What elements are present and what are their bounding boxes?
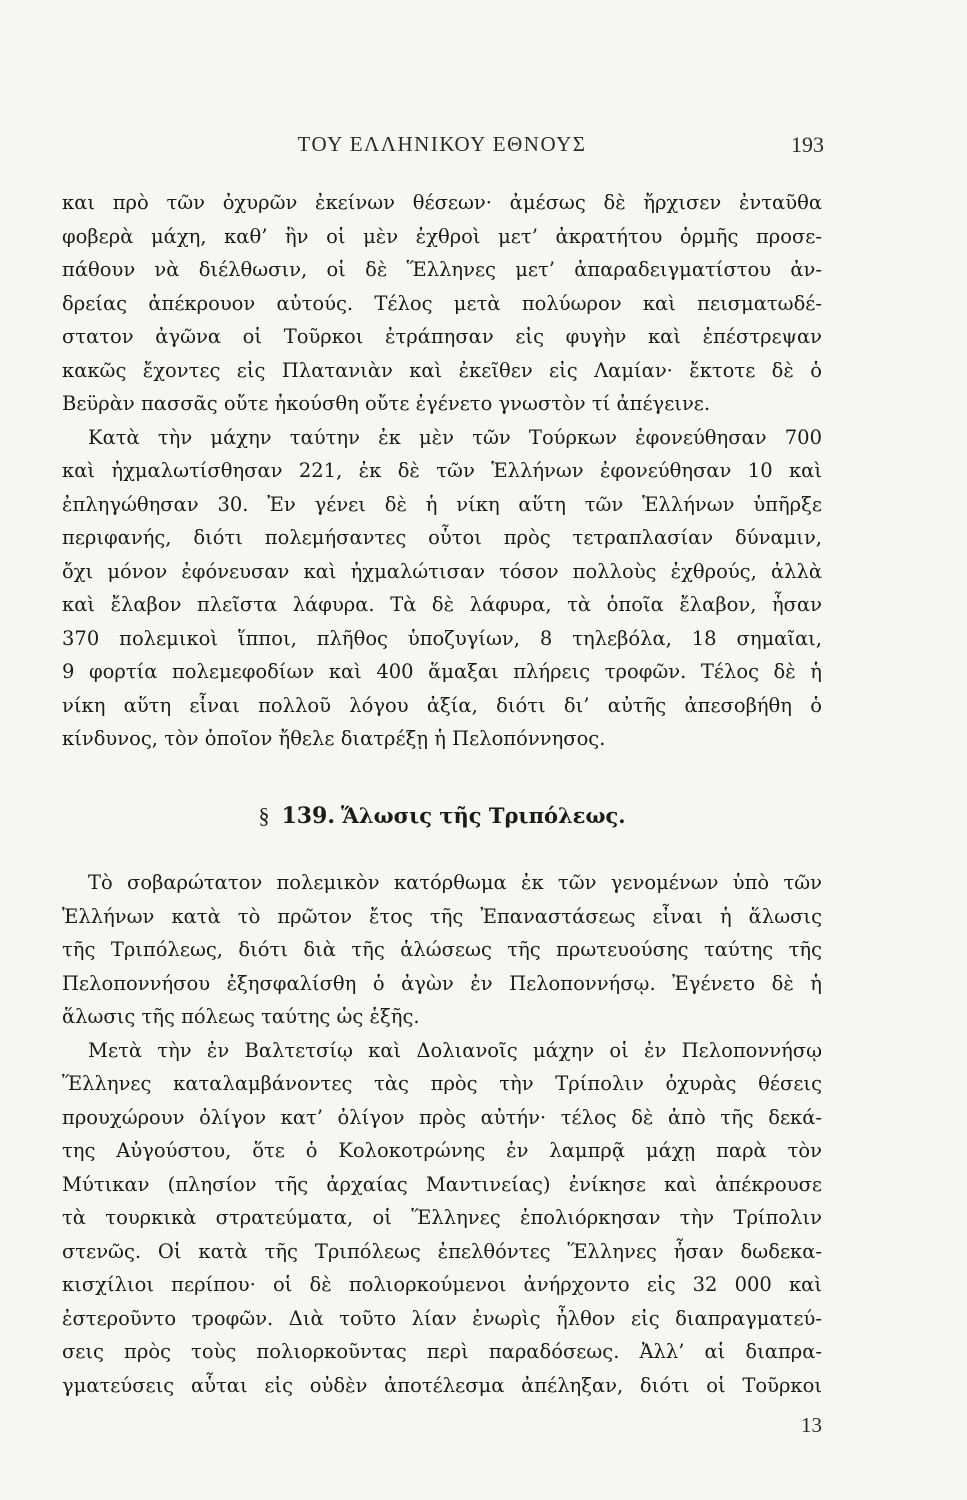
text-line: πάθουν νὰ διέλθωσιν, οἱ δὲ Ἕλληνες μετ’ ἀπαραδειγματίστου ἀν-	[62, 258, 822, 281]
text-line: κακῶς ἔχοντες εἰς Πλατανιὰν καὶ ἐκεῖθεν εἰς Λαμίαν· ἔκτοτε δὲ ὁ	[62, 358, 822, 382]
section-mark: §	[258, 803, 270, 828]
section-title: Ἅλωσις τῆς Τριπόλεως.	[341, 803, 626, 828]
page-number: 193	[791, 132, 824, 157]
text-line: τῆς Τριπόλεως, διότι διὰ τῆς ἁλώσεως τῆς πρωτευούσης ταύτης τῆς	[62, 938, 822, 961]
text-line: Ἕλληνες καταλαμβάνοντες τὰς πρὸς τὴν Τρίπολιν ὀχυρὰς θέσεις	[62, 1072, 822, 1095]
text-line: γματεύσεις αὗται εἰς οὐδὲν ἀποτέλεσμα ἀπέληξαν, διότι οἱ Τοῦρκοι	[62, 1373, 822, 1397]
section-number: 139.	[281, 803, 336, 829]
text-line: 370 πολεμικοὶ ἵπποι, πλῆθος ὑποζυγίων, 8 τηλεβόλα, 18 σημαῖαι,	[62, 626, 822, 650]
text-line: της Αὐγούστου, ὅτε ὁ Κολοκοτρώνης ἐν λαμπρᾷ μάχῃ παρὰ τὸν	[62, 1139, 822, 1162]
text-line: φοβερὰ μάχη, καθ’ ἣν οἱ μὲν ἐχθροὶ μετ’ ἀκρατήτου ὁρμῆς προσε-	[62, 224, 822, 248]
running-head	[62, 128, 822, 164]
text-line: τὰ τουρκικὰ στρατεύματα, οἱ Ἕλληνες ἐπολιόρκησαν τὴν Τρίπολιν	[62, 1206, 822, 1229]
text-line: κισχίλιοι περίπου· οἱ δὲ πολιορκούμενοι ἀνήρχοντο εἰς 32 000 καὶ	[62, 1273, 822, 1296]
text-line: καὶ ἔλαβον πλεῖστα λάφυρα. Τὰ δὲ λάφυρα, τὰ ὁποῖα ἔλαβον, ἦσαν	[62, 593, 822, 616]
signature-mark: 13	[801, 1413, 822, 1437]
text-line: στενῶς. Οἱ κατὰ τῆς Τριπόλεως ἐπελθόντες Ἕλληνες ἦσαν δωδεκα-	[62, 1239, 822, 1263]
text-line: νίκη αὕτη εἶναι πολλοῦ λόγου ἀξία, διότι δι’ αὐτῆς ἀπεσοβήθη ὁ	[62, 693, 822, 717]
text-line: Τὸ σοβαρώτατον πολεμικὸν κατόρθωμα ἐκ τῶν γενομένων ὑπὸ τῶν	[88, 871, 822, 894]
text-line: Μετὰ τὴν ἐν Βαλτετσίῳ καὶ Δολιανοῖς μάχην οἱ ἐν Πελοποννήσῳ	[88, 1038, 822, 1062]
running-title: ΤΟΥ ΕΛΛΗΝΙΚΟΥ ΕΘΝΟΥΣ	[297, 132, 587, 156]
paragraph-block-bottom	[62, 866, 822, 1402]
text-line: ὄχι μόνον ἐφόνευσαν καὶ ἠχμαλώτισαν τόσον πολλοὺς ἐχθρούς, ἀλλὰ	[62, 559, 822, 583]
text-line: ἅλωσις τῆς πόλεως ταύτης ὡς ἑξῆς.	[62, 1005, 420, 1028]
text-line: καὶ ἠχμαλωτίσθησαν 221, ἐκ δὲ τῶν Ἑλλήνων ἐφονεύθησαν 10 καὶ	[62, 459, 822, 482]
text-line: ἐπληγώθησαν 30. Ἐν γένει δὲ ἡ νίκη αὕτη τῶν Ἑλλήνων ὑπῆρξε	[62, 492, 822, 516]
text-line: δρείας ἀπέκρουον αὐτούς. Τέλος μετὰ πολύωρον καὶ πεισματωδέ-	[62, 291, 822, 315]
text-line: Μύτικαν (πλησίον τῆς ἀρχαίας Μαντινείας) ἐνίκησε καὶ ἀπέκρουσε	[62, 1172, 822, 1196]
text-line: περιφανής, διότι πολεμήσαντες οὗτοι πρὸς τετραπλασίαν δύναμιν,	[62, 526, 822, 549]
text-line: Ἑλλήνων κατὰ τὸ πρῶτον ἔτος τῆς Ἐπαναστάσεως εἶναι ἡ ἅλωσις	[62, 904, 822, 928]
text-line: προυχώρουν ὀλίγον κατ’ ὀλίγον πρὸς αὐτήν· τέλος δὲ ἀπὸ τῆς δεκά-	[62, 1105, 822, 1129]
text-line: στατον ἀγῶνα οἱ Τοῦρκοι ἐτράπησαν εἰς φυγὴν καὶ ἐπέστρεψαν	[62, 325, 822, 348]
text-line: Κατὰ τὴν μάχην ταύτην ἐκ μὲν τῶν Τούρκων ἐφονεύθησαν 700	[88, 425, 822, 449]
text-line: Βεϋρὰν πασσᾶς οὔτε ἠκούσθη οὔτε ἐγένετο γνωστὸν τί ἀπέγεινε.	[62, 392, 711, 415]
text-line: 9 φορτία πολεμεφοδίων καὶ 400 ἅμαξαι πλήρεις τροφῶν. Τέλος δὲ ἡ	[62, 660, 822, 683]
text-line: ἐστεροῦντο τροφῶν. Διὰ τοῦτο λίαν ἐνωρὶς ἦλθον εἰς διαπραγματεύ-	[62, 1306, 822, 1330]
text-line: κίνδυνος, τὸν ὁποῖον ἤθελε διατρέξῃ ἡ Πελοπόννησος.	[62, 727, 606, 750]
paragraph-block-top	[62, 186, 822, 756]
text-line: και πρὸ τῶν ὀχυρῶν ἐκείνων θέσεων· ἀμέσως δὲ ἤρχισεν ἐνταῦθα	[62, 191, 822, 214]
text-line: σεις πρὸς τοὺς πολιορκοῦντας περὶ παραδόσεως. Ἀλλ’ αἱ διαπρα-	[62, 1340, 822, 1363]
text-line: Πελοποννήσου ἐξησφαλίσθη ὁ ἀγὼν ἐν Πελοποννήσῳ. Ἐγένετο δὲ ἡ	[62, 971, 822, 995]
section-heading	[62, 796, 822, 836]
